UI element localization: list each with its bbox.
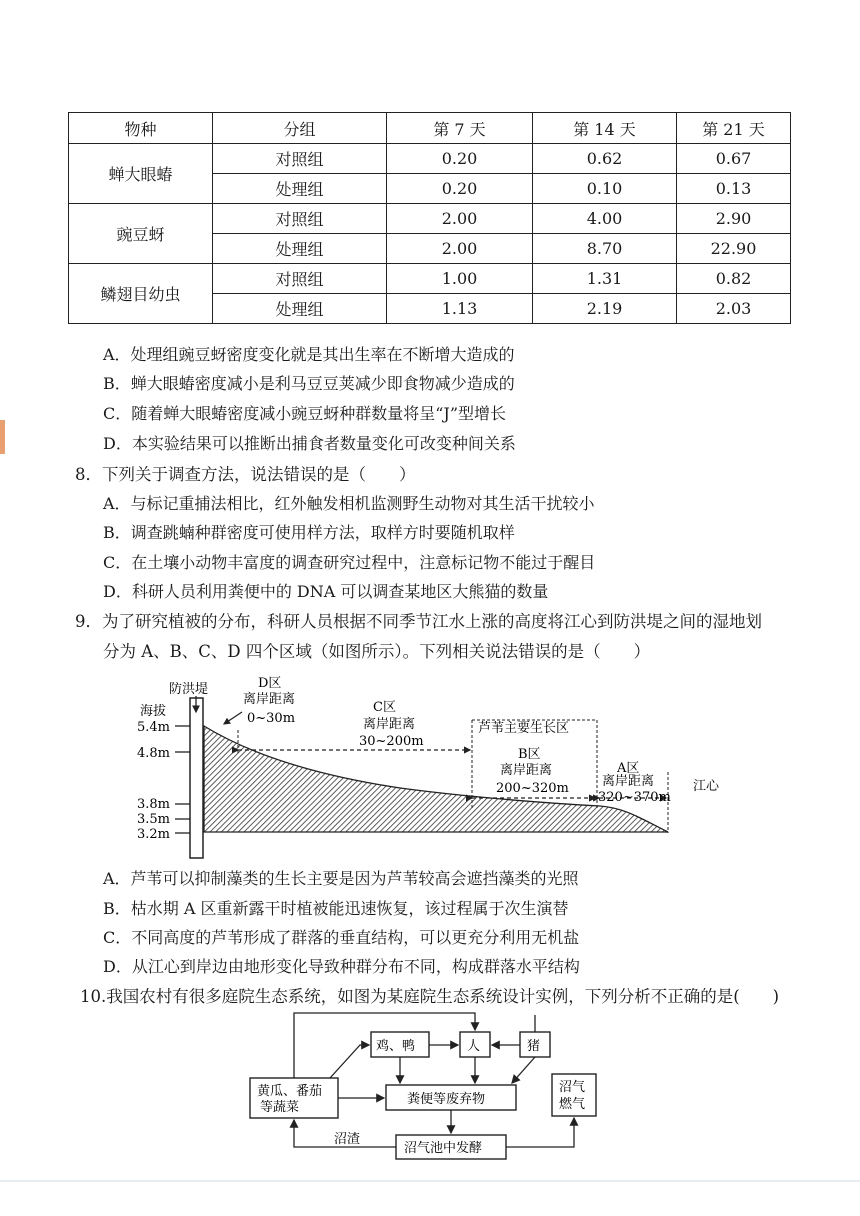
group-cell: 处理组 [213,234,387,264]
value-cell: 8.70 [533,234,677,264]
wetland-zone-figure [0,668,860,863]
chicken-duck-label: 鸡、鸭 [376,1039,416,1054]
value-cell: 22.90 [677,234,791,264]
q9-option-c: C．不同高度的芦苇形成了群落的垂直结构，可以更充分利用无机盐 [103,928,580,947]
q9-stem-line1: 9．为了研究植被的分布，科研人员根据不同季节江水上涨的高度将江心到防洪堤之间的湿地划 [75,612,762,631]
value-cell: 1.31 [533,264,677,294]
tick-5-4: 5.4m [137,720,171,735]
reed-region-label: 芦苇主要生长区 [478,721,570,736]
dike-wall [190,698,203,858]
value-cell: 1.00 [387,264,533,294]
residue-label: 沼渣 [334,1132,361,1147]
table-row [69,264,791,294]
q9-stem-line2: 分为 A、B、C、D 四个区域（如图所示）。下列相关说法错误的是（ ） [103,642,651,661]
header-day14: 第 14 天 [533,113,677,144]
fermentation-label: 沼气池中发酵 [404,1141,483,1156]
species-cell: 豌豆蚜 [69,204,213,264]
value-cell: 0.62 [533,144,677,174]
biogas-label-1: 沼气 [559,1080,586,1095]
value-cell: 2.00 [387,234,533,264]
header-day7: 第 7 天 [387,113,533,144]
d-dist-value: 0~30m [247,711,296,726]
group-cell: 处理组 [213,294,387,324]
q9-option-d: D．从江心到岸边由地形变化导致种群分布不同，构成群落水平结构 [103,957,580,976]
c-dist-value: 30~200m [359,734,424,749]
tick-4-8: 4.8m [137,746,171,761]
a-dist-label: 离岸距离 [602,774,655,789]
tick-3-8: 3.8m [137,797,171,812]
courtyard-ecosystem-diagram [0,1005,860,1175]
value-cell: 2.90 [677,204,791,234]
insect-density-table [68,112,791,324]
q7-option-c: C．随着蝉大眼蝽密度减小豌豆蚜种群数量将呈“J”型增长 [103,404,507,423]
table-row [69,204,791,234]
header-species: 物种 [69,113,213,144]
value-cell: 1.13 [387,294,533,324]
q7-option-b: B．蝉大眼蝽密度减小是利马豆豆荚减少即食物减少造成的 [103,374,515,393]
waste-label: 粪便等废弃物 [407,1092,486,1107]
q7-option-d: D．本实验结果可以推断出捕食者数量变化可改变种间关系 [103,434,516,453]
human-label: 人 [467,1039,481,1054]
table-header-row [69,113,791,144]
a-zone-label: A区 [617,761,640,776]
table-row [69,144,791,174]
b-dist-label: 离岸距离 [500,763,553,778]
header-day21: 第 21 天 [677,113,791,144]
group-cell: 对照组 [213,264,387,294]
page-bottom-line [0,1180,860,1182]
value-cell: 2.03 [677,294,791,324]
value-cell: 4.00 [533,204,677,234]
vegetables-label-2: 等蔬菜 [260,1100,300,1115]
page-edge-mark [0,420,5,454]
value-cell: 0.20 [387,144,533,174]
c-dist-label: 离岸距离 [363,717,416,732]
value-cell: 0.20 [387,174,533,204]
header-group: 分组 [213,113,387,144]
value-cell: 0.82 [677,264,791,294]
terrain-profile [204,726,668,832]
q8-option-a: A．与标记重捕法相比，红外触发相机监测野生动物对其生活干扰较小 [103,494,595,513]
a-dist-value: 320~370m [598,790,671,805]
q10-stem: 10.我国农村有很多庭院生态系统，如图为某庭院生态系统设计实例，下列分析不正确的是( ) [80,987,780,1006]
value-cell: 2.00 [387,204,533,234]
group-cell: 对照组 [213,144,387,174]
vegetables-label-1: 黄瓜、番茄 [257,1084,323,1099]
group-cell: 处理组 [213,174,387,204]
b-zone-label: B区 [518,747,541,762]
altitude-label: 海拔 [140,704,167,719]
group-cell: 对照组 [213,204,387,234]
species-cell: 鳞翅目幼虫 [69,264,213,324]
pig-label: 猪 [527,1039,541,1054]
q8-option-c: C．在土壤小动物丰富度的调查研究过程中，注意标记物不能过于醒目 [103,553,596,572]
biogas-label-2: 燃气 [559,1097,586,1112]
q9-option-b: B．枯水期 A 区重新露干时植被能迅速恢复，该过程属于次生演替 [103,899,569,918]
value-cell: 0.67 [677,144,791,174]
value-cell: 0.13 [677,174,791,204]
tick-3-2: 3.2m [137,827,171,842]
dike-label: 防洪堤 [169,682,209,697]
b-dist-value: 200~320m [496,781,569,796]
species-cell: 蝉大眼蝽 [69,144,213,204]
q8-stem: 8．下列关于调查方法，说法错误的是（ ） [75,465,416,484]
d-dist-label: 离岸距离 [243,692,296,707]
value-cell: 2.19 [533,294,677,324]
q7-option-a: A．处理组豌豆蚜密度变化就是其出生率在不断增大造成的 [103,345,515,364]
c-zone-label: C区 [373,700,396,715]
tick-3-5: 3.5m [137,812,171,827]
value-cell: 0.10 [533,174,677,204]
q8-option-b: B．调查跳蝻种群密度可使用样方法，取样方时要随机取样 [103,523,515,542]
d-zone-label: D区 [258,676,282,691]
river-center-label: 江心 [693,779,720,794]
q9-option-a: A．芦苇可以抑制藻类的生长主要是因为芦苇较高会遮挡藻类的光照 [103,869,579,888]
q8-option-d: D．科研人员利用粪便中的 DNA 可以调查某地区大熊猫的数量 [103,582,549,601]
